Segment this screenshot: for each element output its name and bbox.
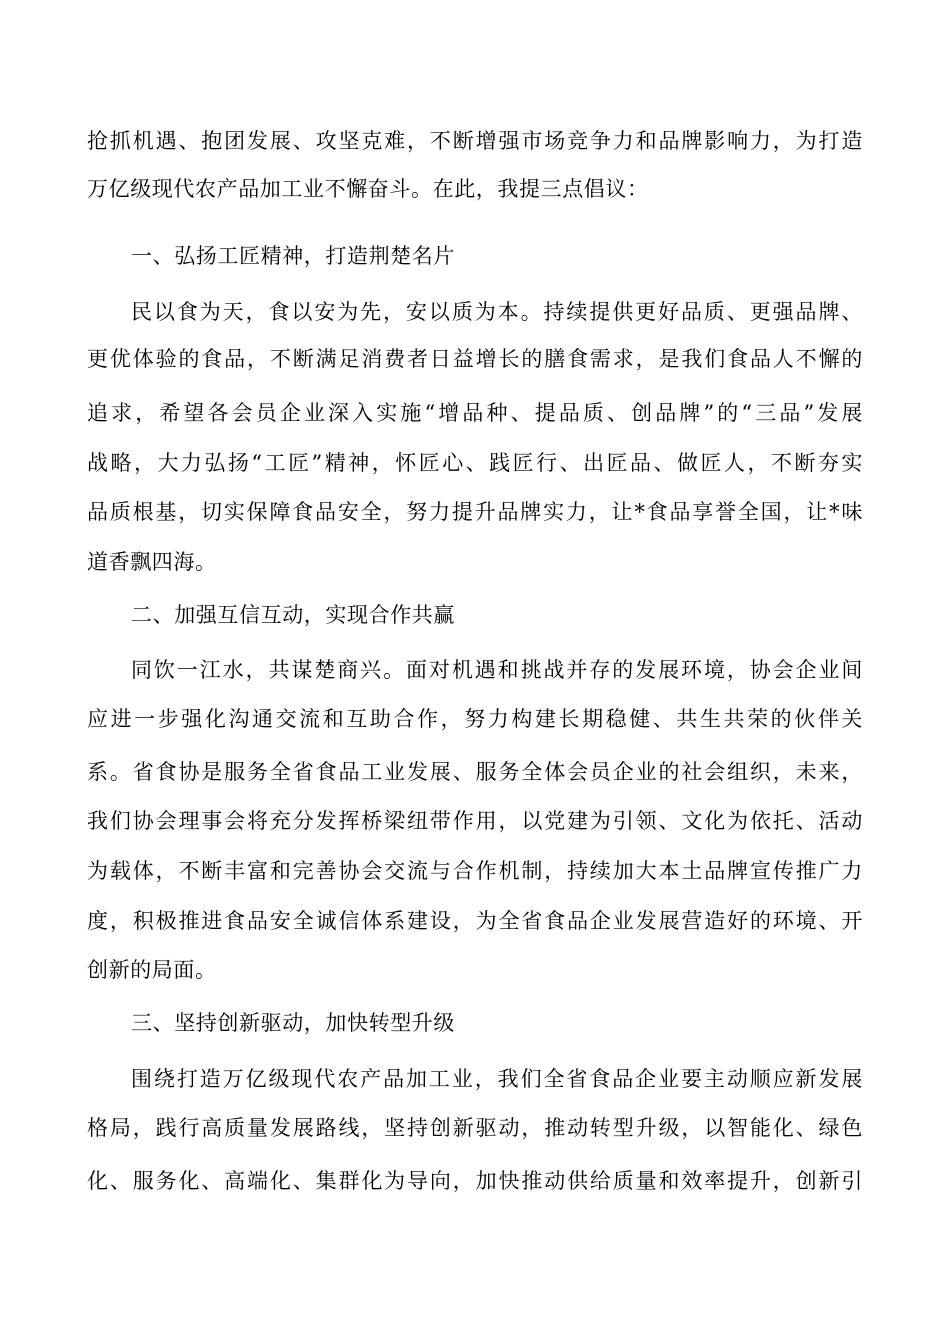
paragraph-line: 抢抓机遇、抱团发展、攻坚克难，不断增强市场竞争力和品牌影响力，为打造 — [87, 129, 863, 153]
section-heading: 二、加强互信互动，实现合作共赢 — [131, 603, 455, 627]
paragraph-line: 更优体验的食品，不断满足消费者日益增长的膳食需求，是我们食品人不懈的 — [87, 347, 863, 371]
paragraph-line: 万亿级现代农产品加工业不懈奋斗。在此，我提三点倡议： — [87, 177, 649, 201]
paragraph-line: 创新的局面。 — [87, 958, 217, 982]
paragraph-line: 度，积极推进食品安全诚信体系建设，为全省食品企业发展营造好的环境、开 — [87, 909, 863, 933]
section-heading: 一、弘扬工匠精神，打造荆楚名片 — [131, 244, 455, 268]
paragraph-line: 应进一步强化沟通交流和互助合作，努力构建长期稳健、共生共荣的伙伴关 — [87, 707, 863, 731]
section-heading: 三、坚持创新驱动，加快转型升级 — [131, 1011, 455, 1035]
paragraph-line: 化、服务化、高端化、集群化为导向，加快推动供给质量和效率提升，创新引 — [87, 1169, 863, 1193]
paragraph-line: 我们协会理事会将充分发挥桥梁纽带作用，以党建为引领、文化为依托、活动 — [87, 809, 863, 833]
paragraph-line: 围绕打造万亿级现代农产品加工业，我们全省食品企业要主动顺应新发展 — [131, 1067, 863, 1091]
paragraph-line: 民以食为天，食以安为先，安以质为本。持续提供更好品质、更强品牌、 — [131, 300, 863, 324]
paragraph-line: 同饮一江水，共谋楚商兴。面对机遇和挑战并存的发展环境，协会企业间 — [131, 658, 863, 682]
paragraph-line: 追求，希望各会员企业深入实施“增品种、提品质、创品牌”的“三品”发展 — [87, 401, 863, 425]
paragraph-line: 道香飘四海。 — [87, 550, 217, 574]
paragraph-line: 为载体，不断丰富和完善协会交流与合作机制，持续加大本土品牌宣传推广力 — [87, 859, 863, 883]
paragraph-line: 战略，大力弘扬“工匠”精神，怀匠心、践匠行、出匠品、做匠人，不断夯实 — [87, 451, 863, 475]
paragraph-line: 系。省食协是服务全省食品工业发展、服务全体会员企业的社会组织，未来， — [87, 760, 863, 784]
paragraph-line: 格局，践行高质量发展路线，坚持创新驱动，推动转型升级，以智能化、绿色 — [87, 1116, 863, 1140]
paragraph-line: 品质根基，切实保障食品安全，努力提升品牌实力，让*食品享誉全国，让*味 — [87, 500, 863, 524]
